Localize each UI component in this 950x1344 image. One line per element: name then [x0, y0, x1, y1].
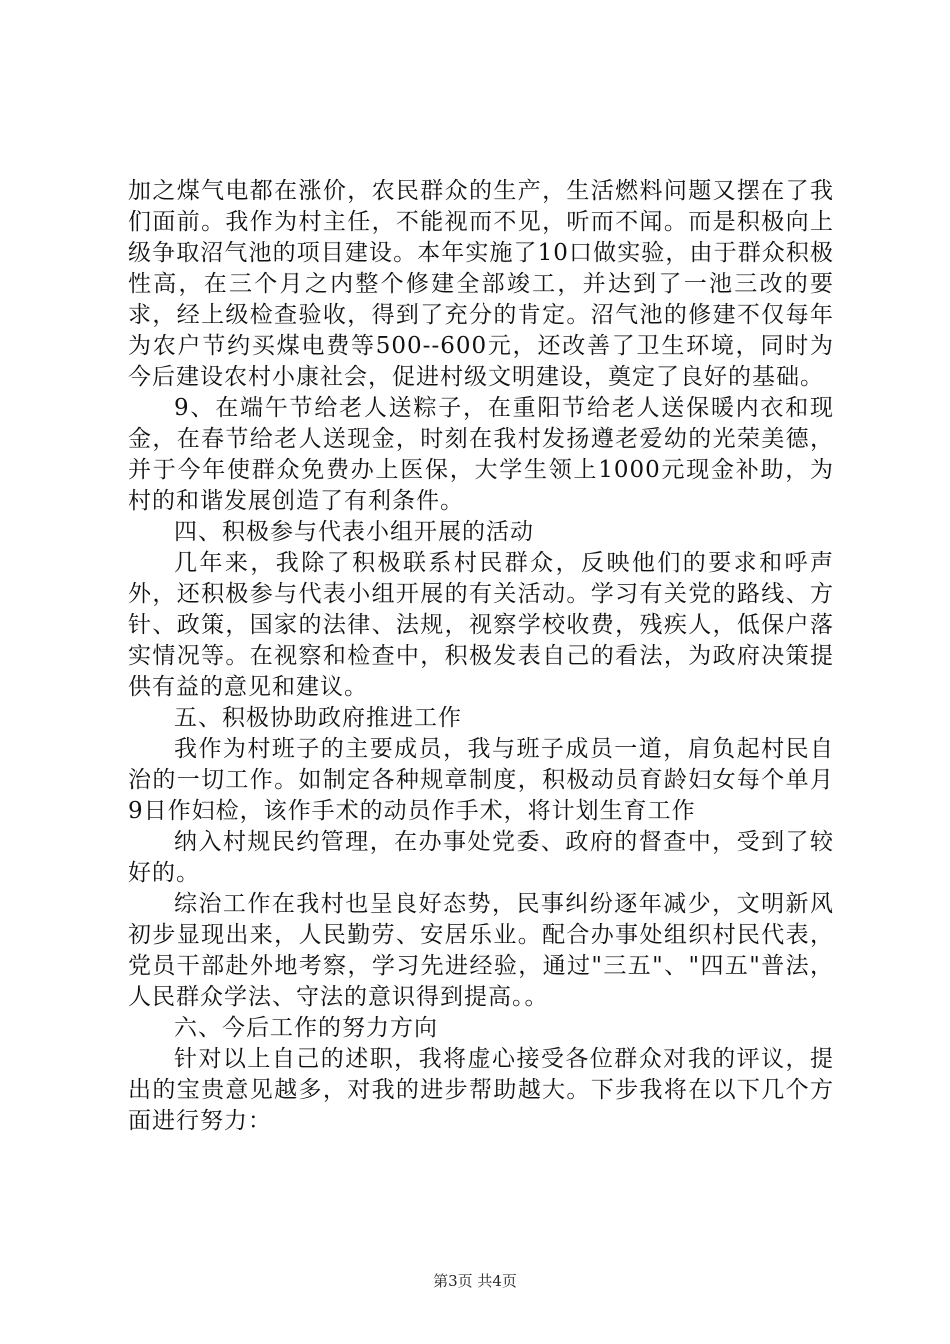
section-heading-6: 六、今后工作的努力方向 — [174, 1015, 438, 1041]
paragraph-future-direction: 针对以上自己的述职，我将虚心接受各位群众对我的评议，提出的宝贵意见越多，对我的进步帮助越大。下步我将在以下几个方面进行努力： — [128, 1046, 834, 1134]
section-heading-5: 五、积极协助政府推进工作 — [174, 705, 462, 731]
paragraph-village-committee: 我作为村班子的主要成员，我与班子成员一道，肩负起村民自治的一切工作。如制定各种规章制度，积极动员育龄妇女每个单月9日作妇检，该作手术的动员作手术，将计划生育工作 — [128, 736, 834, 824]
page-number-footer: 第3页 共4页 — [433, 1272, 517, 1290]
paragraph-village-rules: 纳入村规民约管理，在办事处党委、政府的督查中，受到了较好的。 — [128, 829, 834, 886]
section-heading-4: 四、积极参与代表小组开展的活动 — [174, 519, 534, 545]
paragraph-biogas: 加之煤气电都在涨价，农民群众的生产，生活燃料问题又摆在了我们面前。我作为村主任，不能视而不见，听而不闻。而是积极向上级争取沼气池的项目建设。本年实施了10口做实验，由于群众积极性高，在三个月之内整个修建全部竣工，并达到了一池三改的要求，经上级检查验收，得到了充分的肯定。沼气池的修建不仅每年为农户节约买煤电费等500--600元，还改善了卫生环境，同时为今后建设农村小康社会，促进村级文明建设，奠定了良好的基础。 — [128, 178, 834, 390]
document-body — [128, 176, 834, 1137]
paragraph-elderly-care: 9、在端午节给老人送粽子，在重阳节给老人送保暖内衣和现金，在春节给老人送现金，时刻在我村发扬遵老爱幼的光荣美德，并于今年使群众免费办上医保，大学生领上1000元现金补助，为村的和谐发展创造了有利条件。 — [128, 395, 834, 514]
paragraph-representative-activities: 几年来，我除了积极联系村民群众，反映他们的要求和呼声外，还积极参与代表小组开展的有关活动。学习有关党的路线、方针、政策，国家的法律、法规，视察学校收费，残疾人，低保户落实情况等。在视察和检查中，积极发表自己的看法，为政府决策提供有益的意见和建议。 — [128, 550, 834, 700]
paragraph-comprehensive-governance: 综治工作在我村也呈良好态势，民事纠纷逐年减少，文明新风初步显现出来，人民勤劳、安居乐业。配合办事处组织村民代表，党员干部赴外地考察，学习先进经验，通过"三五"、"四五"普法，人民群众学法、守法的意识得到提高。。 — [128, 891, 834, 1010]
